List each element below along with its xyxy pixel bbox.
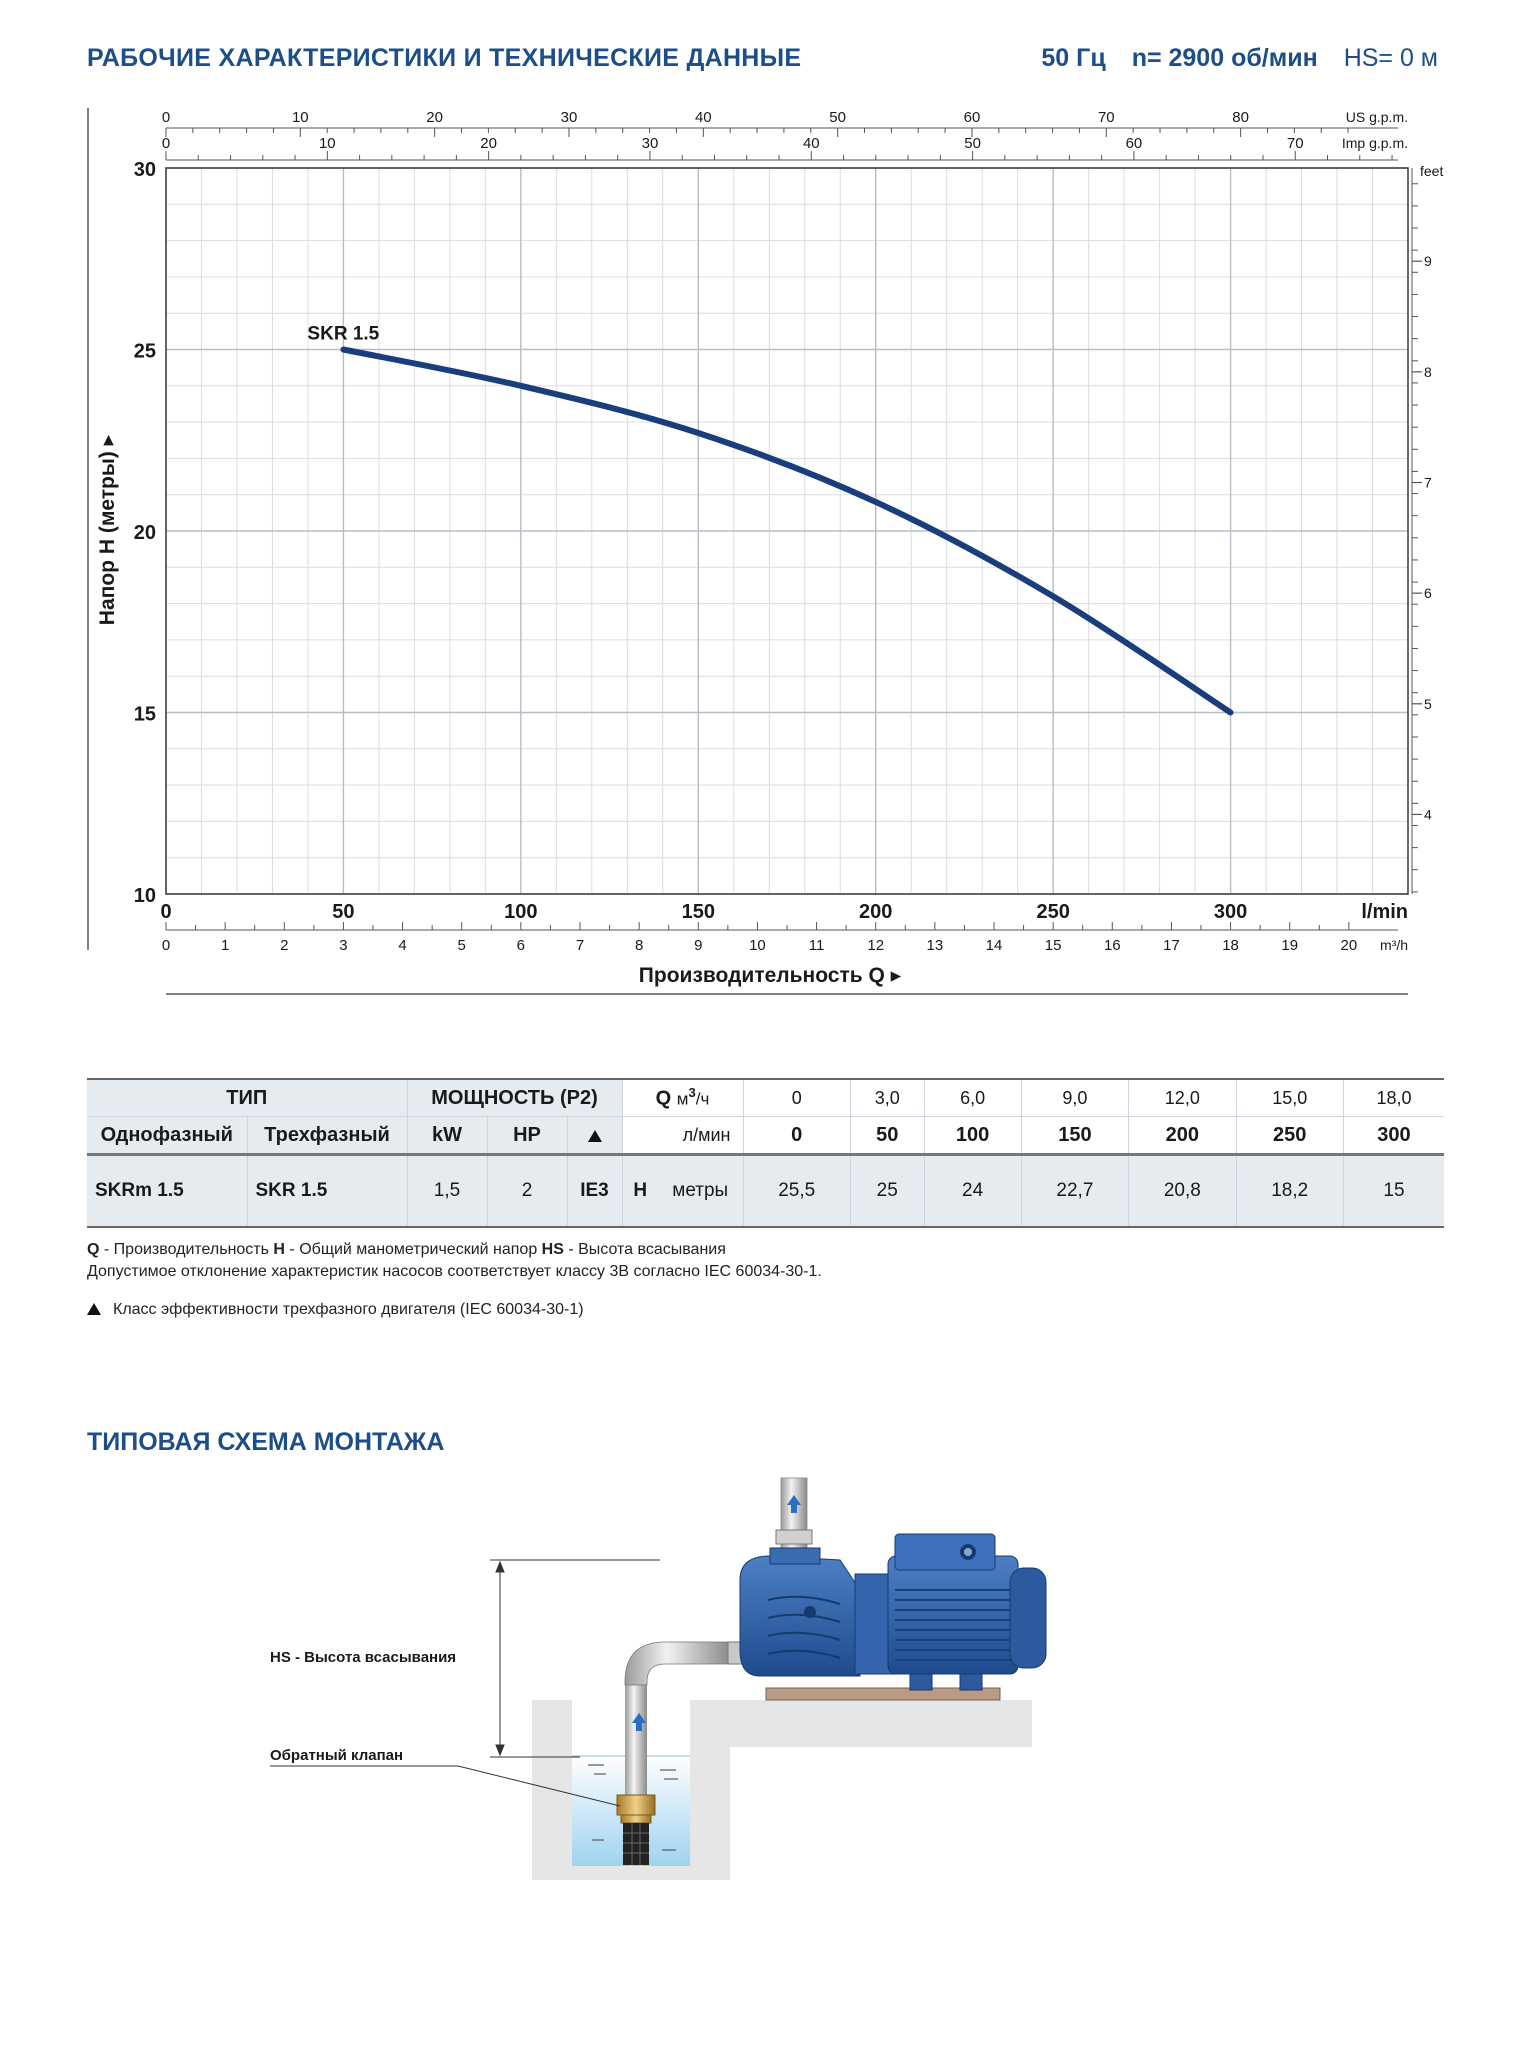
q-m3h-4: 12,0: [1129, 1079, 1236, 1117]
x-axis-label: Производительность Q ▸: [638, 964, 902, 987]
x-tick-label: 300: [1213, 901, 1248, 923]
power-hp: 2: [487, 1155, 567, 1228]
m3h-tick-label: 1: [220, 937, 230, 954]
us-gpm-tick-label: 10: [291, 109, 309, 126]
q-m3h-0: 0: [743, 1079, 850, 1117]
q-lmin-5: 250: [1236, 1117, 1343, 1155]
m3h-tick-label: 20: [1340, 937, 1358, 954]
x-tick-label: 150: [681, 901, 715, 923]
m3h-tick-label: 2: [280, 937, 289, 954]
frequency: 50 Гц: [1041, 44, 1106, 72]
us-gpm-tick-label: 70: [1097, 109, 1115, 126]
q-m3h-header: Q $м^3/ч$: [622, 1079, 743, 1117]
feet-tick-label: 9: [1424, 253, 1432, 270]
feet-tick-label: 4: [1424, 806, 1432, 823]
q-lmin-3: 150: [1021, 1117, 1128, 1155]
efficiency-class: IE3: [567, 1155, 622, 1228]
y-tick-label: 25: [133, 340, 156, 363]
type-header: ТИП: [87, 1079, 407, 1117]
hs-label: HS - Высота всасывания: [270, 1649, 457, 1666]
pump: [740, 1534, 1046, 1690]
q-lmin-1: 50: [850, 1117, 924, 1155]
m3h-tick-label: 15: [1044, 937, 1062, 954]
imp-gpm-tick-label: 10: [318, 135, 336, 152]
m3h-tick-label: 4: [398, 937, 407, 954]
three-phase-header: Трехфазный: [247, 1117, 407, 1155]
m3h-tick-label: 13: [926, 937, 944, 954]
q-lmin-0: 0: [743, 1117, 850, 1155]
imp-gpm-tick-label: 0: [161, 135, 171, 152]
imp-gpm-tick-label: 30: [641, 135, 659, 152]
feet-unit-label: feet: [1420, 163, 1444, 179]
discharge-pipe: [776, 1478, 812, 1558]
q-lmin-header: л/мин: [622, 1117, 743, 1155]
feet-tick-label: 5: [1424, 695, 1432, 712]
us-gpm-tick-label: 40: [694, 109, 712, 126]
imp-gpm-tick-label: 50: [964, 135, 981, 152]
m3h-tick-label: 16: [1103, 937, 1121, 954]
x-unit-label: l/min: [1361, 901, 1408, 923]
q-lmin-4: 200: [1129, 1117, 1236, 1155]
head-value-6: 15: [1343, 1155, 1444, 1228]
installation-title: ТИПОВАЯ СХЕМА МОНТАЖА: [87, 1428, 445, 1456]
feet-tick-label: 8: [1424, 363, 1432, 380]
y-tick-label: 30: [133, 159, 156, 181]
q-m3h-6: 18,0: [1343, 1079, 1444, 1117]
m3h-tick-label: 3: [339, 937, 348, 954]
imp-gpm-tick-label: 20: [480, 135, 497, 152]
x-tick-label: 100: [504, 901, 538, 923]
x-tick-label: 0: [160, 901, 172, 923]
q-m3h-2: 6,0: [924, 1079, 1021, 1117]
page-title: РАБОЧИЕ ХАРАКТЕРИСТИКИ И ТЕХНИЧЕСКИЕ ДАННЫЕ: [87, 44, 802, 72]
us-gpm-tick-label: 30: [560, 109, 578, 126]
tolerance-note: Допустимое отклонение характеристик насосов соответствует классу 3B согласно IEC 60034-30-1.: [87, 1263, 822, 1280]
hp-header: HP: [487, 1117, 567, 1155]
head-value-3: 22,7: [1021, 1155, 1128, 1228]
m3h-unit-label: m³/h: [1380, 937, 1408, 953]
efficiency-note: Класс эффективности трехфазного двигателя (IEC 60034-30-1): [87, 1301, 584, 1319]
abbreviation-note: Q - Производительность H - Общий манометрический напор HS - Высота всасывания: [87, 1241, 726, 1258]
feet-tick-label: 6: [1424, 585, 1432, 602]
kw-header: kW: [407, 1117, 487, 1155]
y-tick-label: 20: [133, 522, 156, 544]
imp-gpm-tick-label: 70: [1286, 135, 1304, 152]
x-tick-label: 250: [1036, 901, 1070, 923]
us-gpm-unit-label: US g.p.m.: [1345, 109, 1408, 125]
imp-gpm-tick-label: 60: [1125, 135, 1143, 152]
q-m3h-3: 9,0: [1021, 1079, 1128, 1117]
q-lmin-2: 100: [924, 1117, 1021, 1155]
us-gpm-tick-label: 50: [829, 109, 846, 126]
y-tick-label: 15: [133, 703, 156, 726]
head-value-4: 20,8: [1129, 1155, 1236, 1228]
imp-gpm-unit-label: Imp g.p.m.: [1341, 135, 1408, 151]
speed: n= 2900 об/мин: [1131, 44, 1318, 72]
ground-structure: [532, 1700, 1032, 1880]
m3h-tick-label: 18: [1222, 937, 1239, 954]
model-three-phase: SKR 1.5: [247, 1155, 407, 1228]
m3h-tick-label: 5: [457, 937, 466, 954]
single-phase-header: Однофазный: [87, 1117, 247, 1155]
m3h-tick-label: 12: [867, 937, 885, 954]
head-value-5: 18,2: [1236, 1155, 1343, 1228]
suction-height: HS= 0 м: [1343, 44, 1438, 72]
m3h-tick-label: 19: [1281, 937, 1299, 954]
m3h-tick-label: 9: [694, 937, 703, 954]
head-value-0: 25,5: [743, 1155, 850, 1228]
m3h-tick-label: 10: [749, 937, 766, 954]
us-gpm-tick-label: 80: [1232, 109, 1249, 126]
imp-gpm-tick-label: 40: [802, 135, 820, 152]
q-lmin-6: 300: [1343, 1117, 1444, 1155]
x-tick-label: 200: [859, 901, 893, 923]
q-m3h-1: 3,0: [850, 1079, 924, 1117]
tank-right-wall: [690, 1700, 1032, 1880]
m3h-tick-label: 7: [575, 937, 585, 954]
head-value-1: 25: [850, 1155, 924, 1228]
q-m3h-5: 15,0: [1236, 1079, 1343, 1117]
head-value-2: 24: [924, 1155, 1021, 1228]
power-kw: 1,5: [407, 1155, 487, 1228]
x-tick-label: 50: [332, 901, 355, 923]
us-gpm-tick-label: 20: [426, 109, 443, 126]
power-header: МОЩНОСТЬ (P2): [407, 1079, 622, 1117]
y-tick-label: 10: [133, 885, 156, 907]
m3h-tick-label: 14: [985, 937, 1003, 954]
model-single-phase: SKRm 1.5: [87, 1155, 247, 1228]
feet-tick-label: 7: [1424, 474, 1432, 491]
tank-left-wall: [532, 1700, 572, 1880]
m3h-tick-label: 17: [1163, 937, 1180, 954]
y-axis-label: Напор H (метры) ▸: [96, 434, 119, 626]
m3h-tick-label: 8: [634, 937, 644, 954]
head-unit: метры: [658, 1155, 743, 1228]
m3h-tick-label: 0: [161, 937, 171, 954]
m3h-tick-label: 6: [516, 937, 526, 954]
us-gpm-tick-label: 0: [161, 109, 171, 126]
valve-label: Обратный клапан: [270, 1747, 404, 1764]
m3h-tick-label: 11: [808, 937, 825, 954]
head-label: H: [622, 1155, 658, 1228]
us-gpm-tick-label: 60: [963, 109, 981, 126]
series-label: SKR 1.5: [307, 323, 380, 345]
